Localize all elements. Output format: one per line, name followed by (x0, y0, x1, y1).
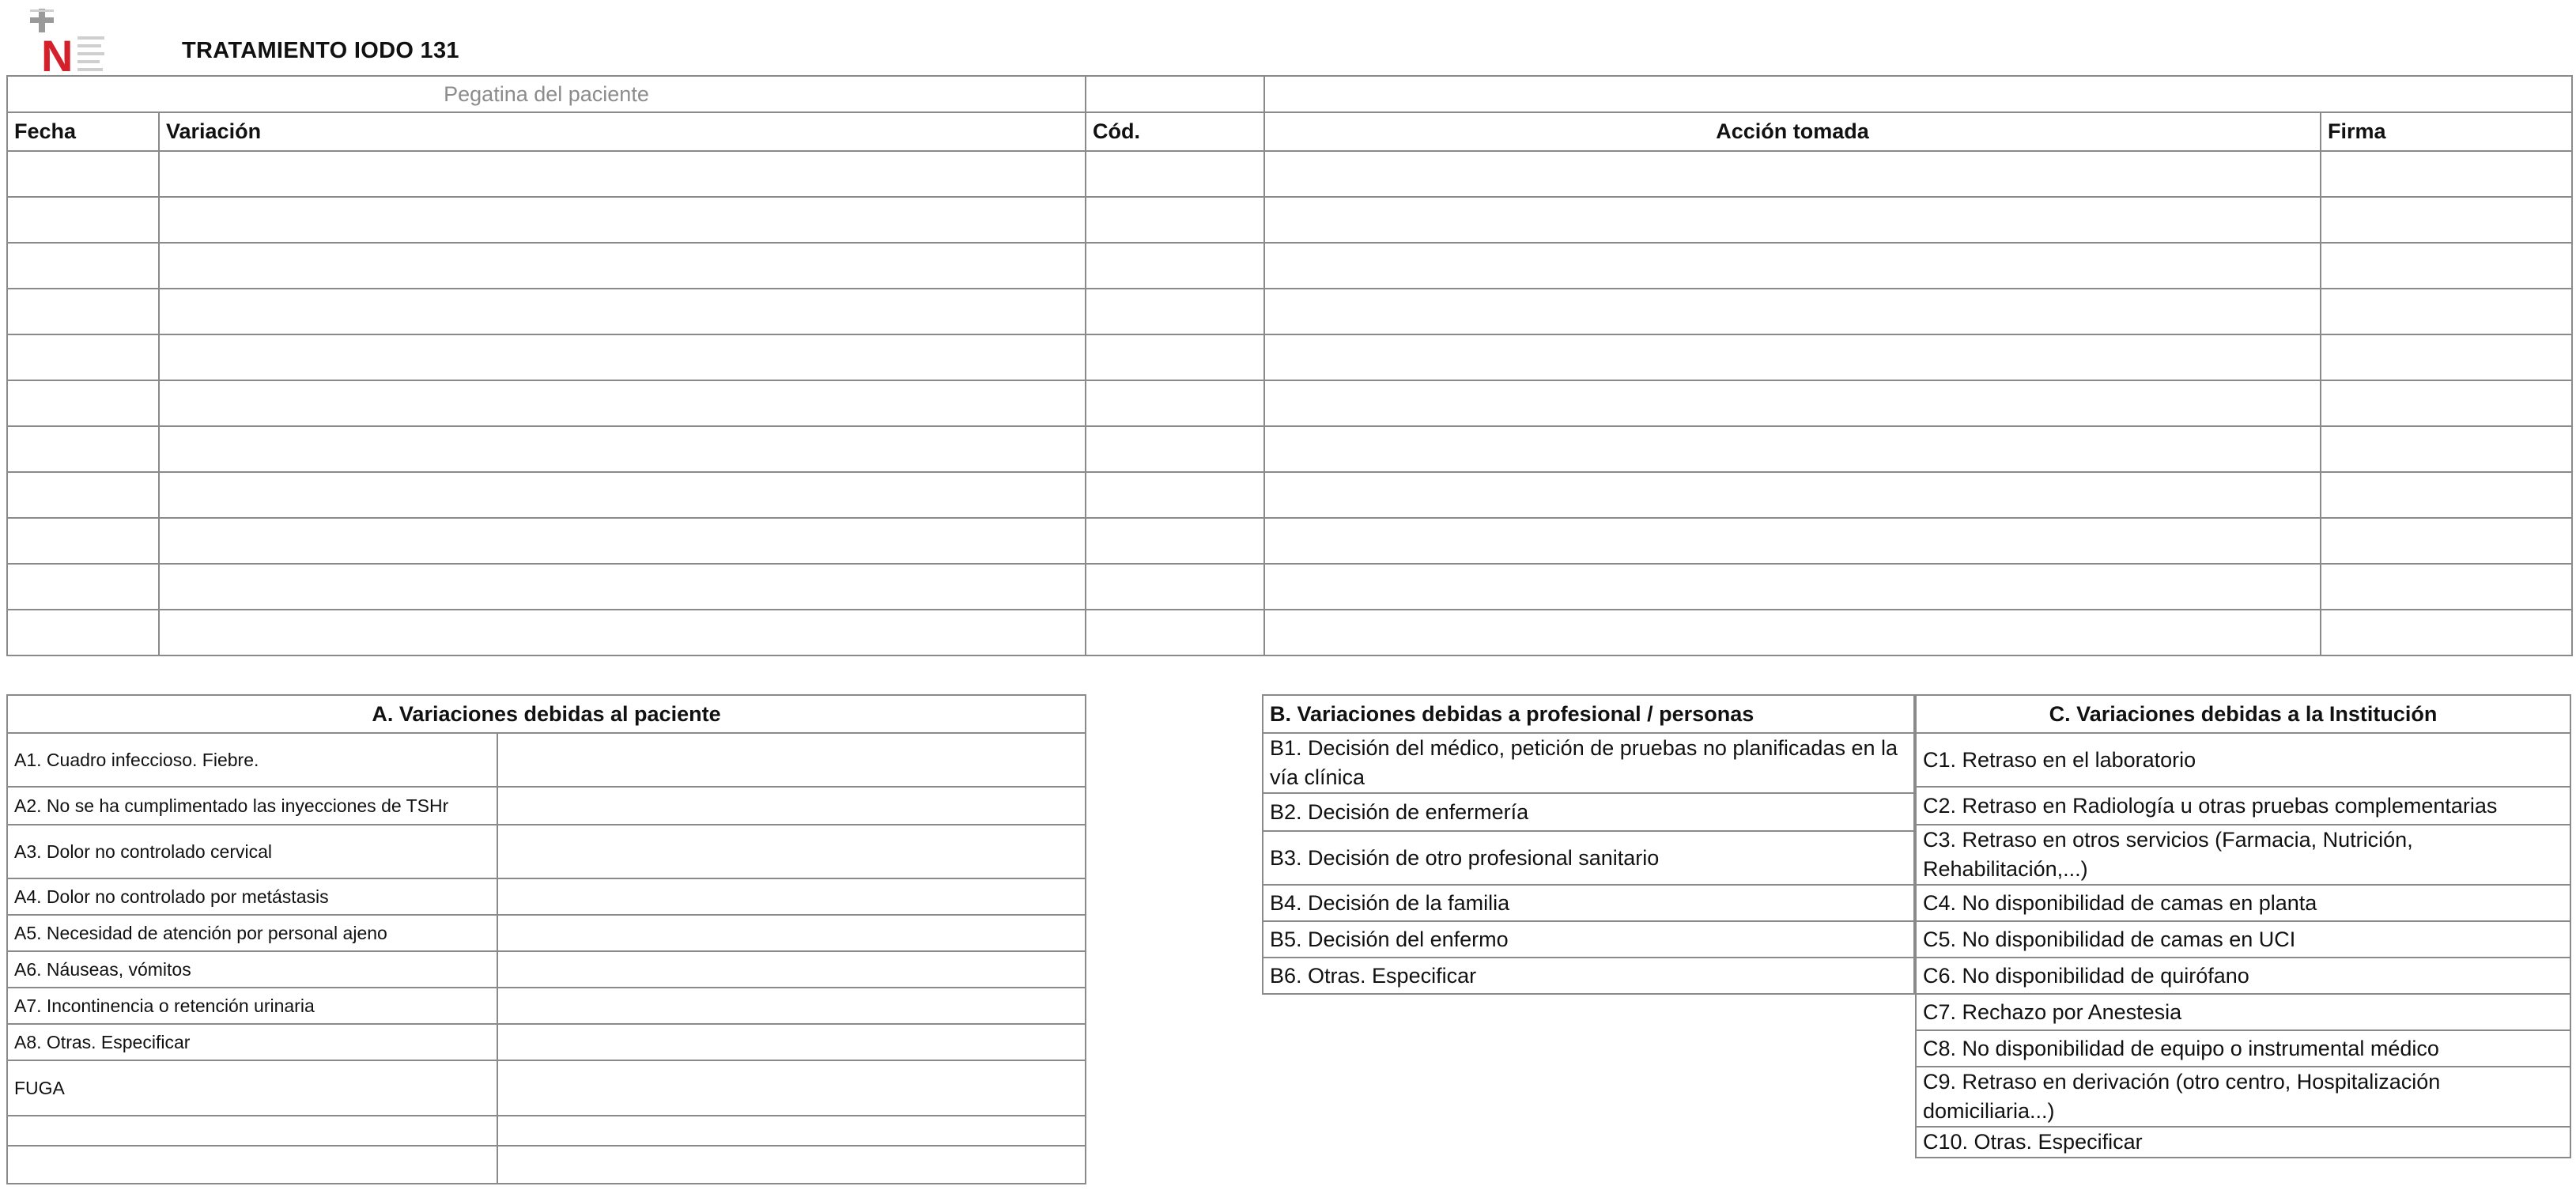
legend-item: A4. Dolor no controlado por metástasis (7, 878, 497, 915)
legend-item: A3. Dolor no controlado cervical (7, 825, 497, 878)
legend-item: B6. Otras. Especificar (1263, 958, 1914, 994)
record-cell-cod[interactable] (1086, 334, 1264, 380)
column-header-variacion: Variación (159, 112, 1086, 151)
professional-variations-table (1262, 694, 1915, 995)
record-cell-firma[interactable] (2321, 334, 2572, 380)
record-row (7, 380, 2572, 426)
legend-blank-cell[interactable] (497, 988, 1086, 1024)
record-cell-fecha[interactable] (7, 380, 159, 426)
record-cell-variacion[interactable] (159, 564, 1086, 610)
record-cell-cod[interactable] (1086, 426, 1264, 472)
legend-item: A2. No se ha cumplimentado las inyecciones de TSHr (7, 787, 497, 825)
record-row (7, 426, 2572, 472)
legend-item: B2. Decisión de enfermería (1263, 793, 1914, 831)
record-cell-firma[interactable] (2321, 518, 2572, 564)
legend-item: A1. Cuadro infeccioso. Fiebre. (7, 733, 497, 787)
record-cell-accion-tomada[interactable] (1264, 197, 2321, 243)
record-cell-fecha[interactable] (7, 610, 159, 655)
record-cell-variacion[interactable] (159, 243, 1086, 289)
record-cell-variacion[interactable] (159, 197, 1086, 243)
record-row (7, 289, 2572, 334)
legend-item: C6. No disponibilidad de quirófano (1916, 958, 2570, 994)
navarra-health-logo-icon (28, 8, 131, 79)
legend-blank-cell[interactable] (497, 825, 1086, 878)
record-row (7, 518, 2572, 564)
record-cell-accion-tomada[interactable] (1264, 564, 2321, 610)
legend-blank-cell[interactable] (497, 733, 1086, 787)
record-cell-fecha[interactable] (7, 426, 159, 472)
section-b-title: B. Variaciones debidas a profesional / personas (1263, 695, 1914, 733)
section-a-title: A. Variaciones debidas al paciente (7, 695, 1086, 733)
legend-item: C5. No disponibilidad de camas en UCI (1916, 921, 2570, 958)
record-cell-variacion[interactable] (159, 334, 1086, 380)
record-cell-firma[interactable] (2321, 564, 2572, 610)
record-cell-cod[interactable] (1086, 289, 1264, 334)
page-title: TRATAMIENTO IODO 131 (182, 38, 459, 63)
legend-item: B3. Decisión de otro profesional sanitario (1263, 831, 1914, 885)
record-cell-firma[interactable] (2321, 610, 2572, 655)
record-cell-fecha[interactable] (7, 518, 159, 564)
record-cell-accion-tomada[interactable] (1264, 334, 2321, 380)
legend-item: C10. Otras. Especificar (1916, 1127, 2570, 1158)
record-cell-variacion[interactable] (159, 380, 1086, 426)
legend-item: C7. Rechazo por Anestesia (1916, 994, 2570, 1030)
record-cell-fecha[interactable] (7, 243, 159, 289)
sticker-cell (1264, 76, 2572, 112)
record-row (7, 334, 2572, 380)
record-row (7, 151, 2572, 197)
legend-blank-cell[interactable] (497, 878, 1086, 915)
column-header-cod: Cód. (1086, 112, 1264, 151)
record-cell-accion-tomada[interactable] (1264, 243, 2321, 289)
legend-item: C3. Retraso en otros servicios (Farmacia, Nutrición, Rehabilitación,...) (1916, 825, 2570, 885)
record-row (7, 472, 2572, 518)
record-cell-cod[interactable] (1086, 564, 1264, 610)
record-row (7, 243, 2572, 289)
legend-item: C8. No disponibilidad de equipo o instrumental médico (1916, 1030, 2570, 1067)
record-cell-accion-tomada[interactable] (1264, 426, 2321, 472)
legend-blank-cell[interactable] (7, 1146, 497, 1184)
legend-item: C1. Retraso en el laboratorio (1916, 733, 2570, 787)
sticker-cell (1086, 76, 1264, 112)
record-cell-variacion[interactable] (159, 289, 1086, 334)
record-cell-fecha[interactable] (7, 472, 159, 518)
record-cell-variacion[interactable] (159, 610, 1086, 655)
variations-record-table (6, 75, 2573, 656)
legend-item: C9. Retraso en derivación (otro centro, Hospitalización domiciliaria...) (1916, 1067, 2570, 1127)
record-cell-cod[interactable] (1086, 518, 1264, 564)
legend-blank-cell[interactable] (497, 1146, 1086, 1184)
record-cell-firma[interactable] (2321, 426, 2572, 472)
section-c-title: C. Variaciones debidas a la Institución (1916, 695, 2570, 733)
legend-item: A8. Otras. Especificar (7, 1024, 497, 1060)
record-cell-accion-tomada[interactable] (1264, 610, 2321, 655)
record-cell-firma[interactable] (2321, 380, 2572, 426)
record-cell-variacion[interactable] (159, 518, 1086, 564)
record-cell-firma[interactable] (2321, 243, 2572, 289)
record-row (7, 197, 2572, 243)
record-cell-firma[interactable] (2321, 151, 2572, 197)
legend-blank-cell[interactable] (497, 1116, 1086, 1146)
record-cell-variacion[interactable] (159, 151, 1086, 197)
column-header-accion-tomada: Acción tomada (1264, 112, 2321, 151)
legend-item: B1. Decisión del médico, petición de pruebas no planificadas en la vía clínica (1263, 733, 1914, 793)
record-cell-firma[interactable] (2321, 289, 2572, 334)
record-cell-accion-tomada[interactable] (1264, 289, 2321, 334)
legend-item: B5. Decisión del enfermo (1263, 921, 1914, 958)
record-row (7, 610, 2572, 655)
record-cell-cod[interactable] (1086, 472, 1264, 518)
record-cell-accion-tomada[interactable] (1264, 472, 2321, 518)
patient-sticker-label: Pegatina del paciente (7, 76, 1086, 112)
record-cell-accion-tomada[interactable] (1264, 518, 2321, 564)
record-cell-cod[interactable] (1086, 243, 1264, 289)
institution-variations-table (1915, 694, 2571, 1158)
legend-item: FUGA (7, 1060, 497, 1116)
legend-blank-cell[interactable] (497, 1060, 1086, 1116)
legend-item: B4. Decisión de la familia (1263, 885, 1914, 921)
column-header-firma: Firma (2321, 112, 2572, 151)
legend-item: A6. Náuseas, vómitos (7, 951, 497, 988)
record-cell-cod[interactable] (1086, 380, 1264, 426)
record-cell-fecha[interactable] (7, 564, 159, 610)
record-cell-fecha[interactable] (7, 289, 159, 334)
record-cell-cod[interactable] (1086, 151, 1264, 197)
legend-blank-cell[interactable] (7, 1116, 497, 1146)
record-cell-accion-tomada[interactable] (1264, 151, 2321, 197)
record-cell-firma[interactable] (2321, 197, 2572, 243)
legend-blank-cell[interactable] (497, 915, 1086, 951)
patient-variations-table (6, 694, 1086, 1184)
record-cell-fecha[interactable] (7, 151, 159, 197)
legend-item: C4. No disponibilidad de camas en planta (1916, 885, 2570, 921)
svg-text:N: N (41, 31, 74, 79)
record-cell-fecha[interactable] (7, 197, 159, 243)
legend-item: A5. Necesidad de atención por personal ajeno (7, 915, 497, 951)
record-cell-cod[interactable] (1086, 197, 1264, 243)
legend-blank-cell[interactable] (497, 951, 1086, 988)
legend-item: C2. Retraso en Radiología u otras pruebas complementarias (1916, 787, 2570, 825)
legend-blank-cell[interactable] (497, 1024, 1086, 1060)
record-cell-variacion[interactable] (159, 426, 1086, 472)
record-cell-fecha[interactable] (7, 334, 159, 380)
record-row (7, 564, 2572, 610)
record-cell-cod[interactable] (1086, 610, 1264, 655)
record-cell-firma[interactable] (2321, 472, 2572, 518)
record-cell-variacion[interactable] (159, 472, 1086, 518)
legend-item: A7. Incontinencia o retención urinaria (7, 988, 497, 1024)
legend-blank-cell[interactable] (497, 787, 1086, 825)
column-header-fecha: Fecha (7, 112, 159, 151)
record-cell-accion-tomada[interactable] (1264, 380, 2321, 426)
